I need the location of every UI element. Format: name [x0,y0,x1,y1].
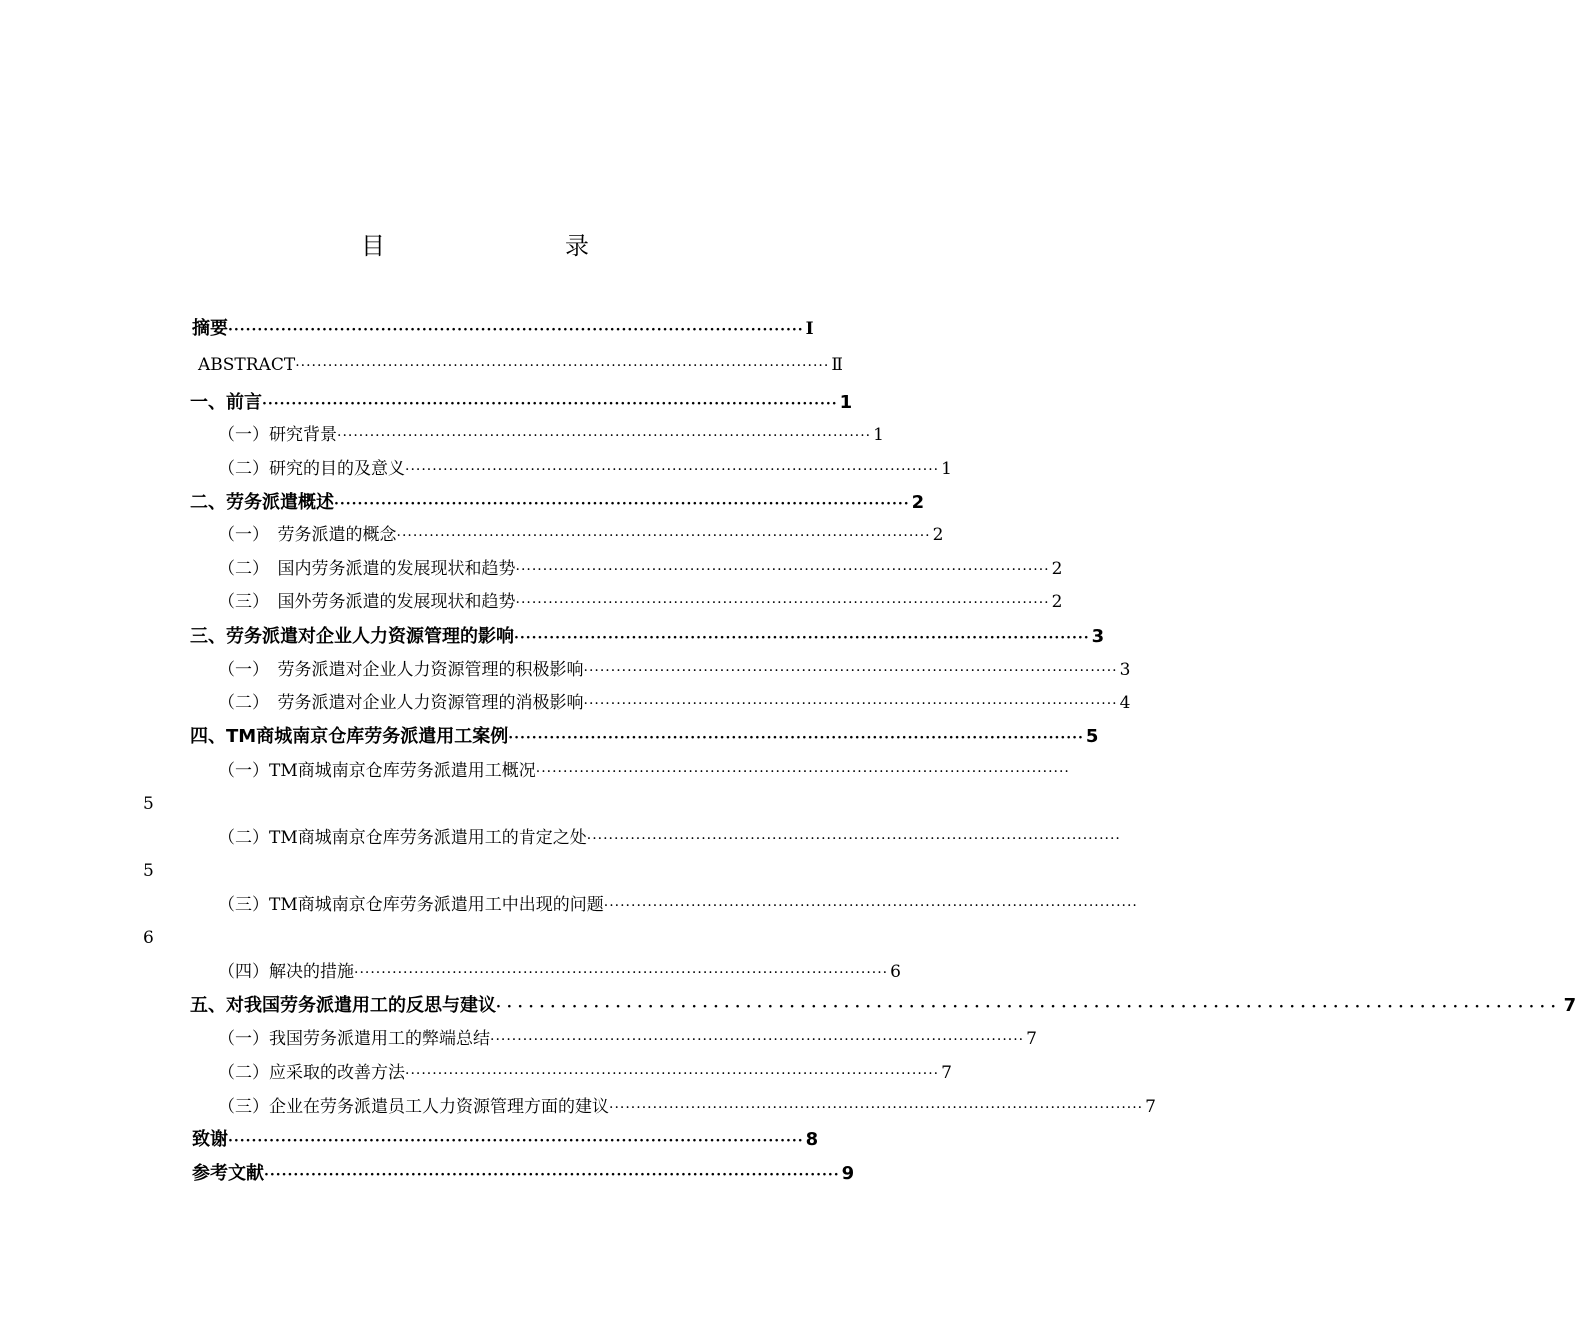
toc-leader-dots: ·································································································· [586,831,1121,847]
toc-leader-dots: ·································································································· [228,1133,804,1149]
toc-entry-4-1[interactable] [218,756,1070,786]
toc-page-number: 7 [1563,995,1576,1016]
toc-leader-dots: ·································································································· [396,528,931,544]
toc-page-number: 2 [1051,559,1063,579]
toc-entry-chapter-1[interactable] [190,388,853,418]
toc-page-number: 2 [1051,592,1063,612]
toc-page-number: 9 [841,1163,855,1184]
toc-entry-label: 致谢 [192,1129,228,1150]
toc-leader-dots: ·································································································· [295,358,830,374]
toc-page-number: 7 [1026,1029,1037,1049]
toc-entry-label: （二） 国内劳务派遣的发展现状和趋势 [218,559,516,579]
toc-leader-dots: ·································································································· [508,730,1084,746]
toc-page-number: 5 [143,794,154,814]
toc-page-number: 8 [805,1129,819,1150]
toc-leader-dots: ·································································································· [337,428,872,444]
toc-entry-4-4[interactable] [218,957,901,987]
toc-leader-dots: ·································································································· [603,898,1138,914]
toc-page-number: 2 [932,525,944,545]
toc-page-number: 3 [1119,660,1131,680]
toc-entry-4-2[interactable] [218,823,1121,853]
toc-entry-label: 一、前言 [190,392,262,413]
toc-entry-label: ABSTRACT [198,355,296,375]
toc-entry-label: 五、对我国劳务派遣用工的反思与建议 [190,995,496,1016]
toc-page-number: 6 [890,962,901,982]
toc-entry-2-1[interactable] [218,520,944,550]
toc-entry-label: （一） 劳务派遣的概念 [218,525,397,545]
toc-entry-label: （一）研究背景 [218,425,337,445]
toc-page-number: 3 [1091,626,1105,647]
toc-entry-3-2[interactable] [218,688,1131,718]
toc-entry-label: 四、TM商城南京仓库劳务派遣用工案例 [190,726,509,747]
toc-entry-chapter-4[interactable] [190,722,1099,752]
toc-entry-label: （二）应采取的改善方法 [218,1063,405,1083]
toc-page-number: 6 [143,928,154,948]
toc-page-number: 2 [911,492,925,513]
toc-leader-dots: ·································································································· [515,595,1050,611]
toc-leader-dots: ·································································································· [490,1032,1025,1048]
toc-leader-dots: ·································································································· [334,496,910,512]
toc-leader-dots: ·································································································· [514,630,1090,646]
toc-entry-label: （三）TM商城南京仓库劳务派遣用工中出现的问题 [218,895,604,915]
toc-leader-dots: ·································································································· [405,1066,940,1082]
toc-entry-label: （一） 劳务派遣对企业人力资源管理的积极影响 [218,660,584,680]
toc-entry-label: 摘要 [192,318,228,339]
toc-entry-1-2[interactable] [218,454,952,484]
toc-page-number: 5 [1085,726,1099,747]
toc-leader-dots: ·································································································· [228,322,804,338]
toc-entry-label: （一）我国劳务派遣用工的弊端总结 [218,1029,490,1049]
toc-entry-acknowledgements[interactable] [192,1125,819,1155]
toc-entry-5-2[interactable] [218,1058,952,1088]
toc-entry-abstract-en[interactable] [198,350,843,380]
toc-entry-2-2[interactable] [218,554,1063,584]
toc-page-number: 5 [143,861,154,881]
toc-entry-4-3[interactable] [218,890,1138,920]
toc-entry-label: （一）TM商城南京仓库劳务派遣用工概况 [218,761,536,781]
toc-entry-references[interactable] [192,1159,855,1189]
toc-entry-5-1[interactable] [218,1024,1037,1054]
toc-entry-label: 二、劳务派遣概述 [190,492,334,513]
toc-entry-label: （二） 劳务派遣对企业人力资源管理的消极影响 [218,693,584,713]
toc-entry-label: 三、劳务派遣对企业人力资源管理的影响 [190,626,514,647]
toc-leader-dots: ·································································································· [583,696,1118,712]
toc-leader-dots: ·································································································· [515,562,1050,578]
toc-leader-dots: ·································································································· [262,396,838,412]
toc-leader-dots: ·································································································· [609,1100,1144,1116]
toc-page-number: Ⅰ [805,319,814,339]
toc-leader-dots: ·································································································· [583,663,1118,679]
toc-entry-3-1[interactable] [218,655,1131,685]
toc-title: 目 录 [361,232,633,260]
toc-page-number: 1 [941,459,952,479]
toc-entry-label: （二）研究的目的及意义 [218,459,405,479]
toc-entry-label: （三） 国外劳务派遣的发展现状和趋势 [218,592,516,612]
toc-entry-5-3[interactable] [218,1092,1156,1122]
toc-entry-1-1[interactable] [218,420,884,450]
toc-entry-chapter-3[interactable] [190,622,1105,652]
toc-page-number: 7 [1145,1097,1156,1117]
toc-leader-dots: ·································································································· [264,1167,840,1183]
toc-page-number: 1 [873,425,884,445]
toc-entry-2-3[interactable] [218,587,1063,617]
toc-entry-abstract-cn[interactable] [192,314,814,344]
toc-leader-dots: ·································································································· [354,965,889,981]
toc-entry-chapter-5[interactable] [190,991,1576,1021]
toc-page-number: 7 [941,1063,952,1083]
toc-entry-chapter-2[interactable] [190,488,925,518]
toc-entry-label: （四）解决的措施 [218,962,354,982]
toc-leader-dots: ·································································································· [496,999,1562,1015]
toc-entry-label: （二）TM商城南京仓库劳务派遣用工的肯定之处 [218,828,587,848]
toc-page-number: 1 [839,392,853,413]
toc-leader-dots: ·································································································· [535,764,1070,780]
toc-leader-dots: ·································································································· [405,462,940,478]
toc-entry-label: 参考文献 [192,1163,264,1184]
toc-page-number: Ⅱ [831,355,843,375]
toc-entry-label: （三）企业在劳务派遣员工人力资源管理方面的建议 [218,1097,609,1117]
toc-page-number: 4 [1119,693,1131,713]
